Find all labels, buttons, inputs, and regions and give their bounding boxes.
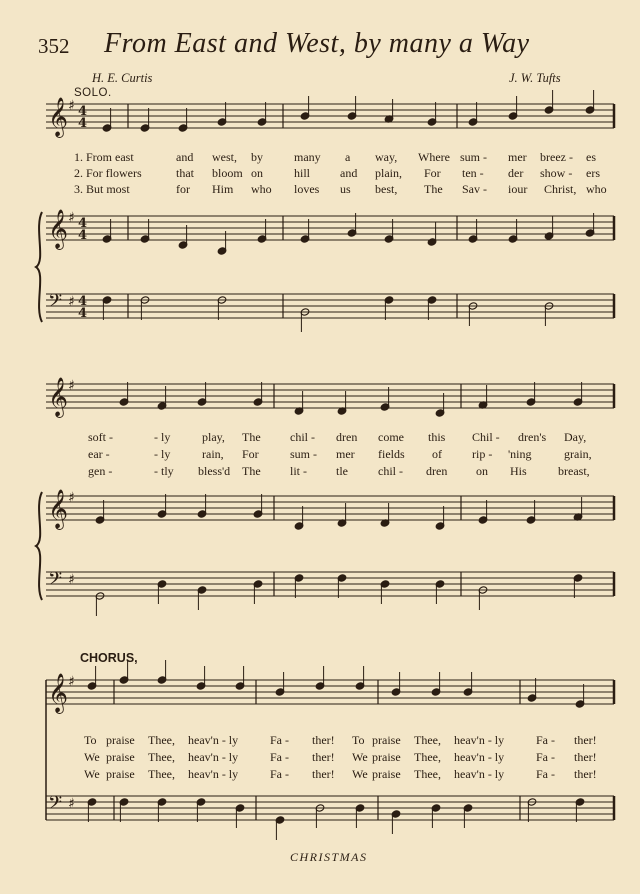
lyric-syllable: a	[345, 150, 351, 164]
lyric-syllable: lit -	[290, 464, 307, 478]
lyric-syllable: play,	[202, 430, 225, 444]
lyric-syllable: dren's	[518, 430, 547, 444]
lyric-syllable: best,	[375, 182, 398, 196]
tune-name-footer: CHRISTMAS	[290, 850, 368, 864]
lyric-syllable: Thee,	[148, 733, 175, 747]
lyric-syllable: plain,	[375, 166, 402, 180]
lyric-syllable: mer	[336, 447, 355, 461]
lyric-syllable: - ly	[154, 447, 171, 461]
key-signature-sharp: ♯	[68, 378, 75, 394]
lyric-syllable: for	[176, 182, 190, 196]
lyric-syllable: Fa -	[536, 767, 555, 781]
key-signature-sharp: ♯	[68, 796, 75, 812]
lyric-syllable: loves	[294, 182, 320, 196]
lyric-syllable: fields	[378, 447, 405, 461]
key-signature-sharp: ♯	[68, 98, 75, 114]
lyric-syllable: heav'n - ly	[188, 733, 239, 747]
lyric-syllable: ther!	[574, 733, 597, 747]
system-brace	[36, 212, 42, 322]
lyric-syllable: ther!	[312, 767, 335, 781]
lyric-syllable: heav'n - ly	[454, 750, 505, 764]
key-signature-sharp: ♯	[68, 572, 75, 588]
lyric-syllable: sum -	[460, 150, 487, 164]
lyric-syllable: His	[510, 464, 527, 478]
lyric-syllable: praise	[106, 767, 135, 781]
lyric-syllable: many	[294, 150, 321, 164]
lyric-syllable: ear -	[88, 447, 110, 461]
key-signature-sharp: ♯	[68, 674, 75, 690]
lyric-syllable: dren	[426, 464, 448, 478]
time-signature-top: 4	[78, 216, 88, 231]
lyric-syllable: come	[378, 430, 404, 444]
lyric-syllable: Where	[418, 150, 450, 164]
lyric-syllable: that	[176, 166, 194, 180]
lyric-syllable: sum -	[290, 447, 317, 461]
system-brace	[36, 492, 42, 600]
lyric-syllable: heav'n - ly	[188, 767, 239, 781]
lyric-syllable: praise	[106, 750, 135, 764]
lyric-syllable: this	[428, 430, 446, 444]
lyric-syllable: To	[352, 733, 365, 747]
lyric-syllable: To	[84, 733, 97, 747]
lyric-syllable: rain,	[202, 447, 224, 461]
key-signature-sharp: ♯	[68, 490, 75, 506]
lyric-syllable: For	[424, 166, 441, 180]
lyric-syllable: We	[84, 750, 100, 764]
lyric-syllable: iour	[508, 182, 528, 196]
lyric-syllable: praise	[372, 733, 401, 747]
time-signature-top: 4	[78, 294, 88, 309]
lyric-syllable: Fa -	[270, 750, 289, 764]
lyric-syllable: The	[242, 464, 261, 478]
lyric-syllable: gen -	[88, 464, 113, 478]
lyric-syllable: ther!	[312, 733, 335, 747]
key-signature-sharp: ♯	[68, 294, 75, 310]
lyric-syllable: heav'n - ly	[188, 750, 239, 764]
lyric-syllable: on	[251, 166, 263, 180]
treble-clef: 𝄞	[48, 673, 69, 713]
key-signature-sharp: ♯	[68, 210, 75, 226]
lyric-syllable: praise	[106, 733, 135, 747]
lyric-syllable: by	[251, 150, 263, 164]
lyric-syllable: bless'd	[198, 464, 231, 478]
lyric-syllable: Fa -	[536, 750, 555, 764]
time-signature-bottom: 4	[78, 306, 88, 321]
lyric-syllable: west,	[212, 150, 237, 164]
lyric-syllable: way,	[375, 150, 398, 164]
lyric-syllable: us	[340, 182, 351, 196]
treble-clef: 𝄞	[48, 489, 69, 529]
lyric-syllable: We	[352, 750, 368, 764]
chorus-label: CHORUS,	[80, 651, 138, 665]
lyric-syllable: 'ning	[508, 447, 532, 461]
lyric-syllable: ther!	[312, 750, 335, 764]
lyric-syllable: soft -	[88, 430, 113, 444]
lyric-syllable: hill	[294, 166, 311, 180]
bass-clef: 𝄢	[48, 291, 63, 316]
lyric-syllable: Thee,	[414, 733, 441, 747]
lyric-syllable: Fa -	[536, 733, 555, 747]
lyric-syllable: tle	[336, 464, 348, 478]
time-signature-bottom: 4	[78, 116, 88, 131]
lyric-syllable: We	[84, 767, 100, 781]
lyric-syllable: ther!	[574, 767, 597, 781]
page-number: 352	[38, 34, 70, 58]
lyric-syllable: breast,	[558, 464, 590, 478]
lyric-syllable: Fa -	[270, 733, 289, 747]
lyric-syllable: who	[586, 182, 607, 196]
lyric-syllable: chil -	[290, 430, 315, 444]
lyric-syllable: 1. From east	[74, 150, 134, 164]
lyric-syllable: chil -	[378, 464, 403, 478]
lyric-syllable: The	[424, 182, 443, 196]
lyric-syllable: and	[340, 166, 358, 180]
lyric-syllable: heav'n - ly	[454, 733, 505, 747]
lyric-syllable: Thee,	[148, 750, 175, 764]
lyric-syllable: Thee,	[414, 767, 441, 781]
treble-clef: 𝄞	[48, 209, 69, 249]
lyric-syllable: praise	[372, 750, 401, 764]
lyric-syllable: der	[508, 166, 524, 180]
lyric-syllable: rip -	[472, 447, 493, 461]
lyric-syllable: Day,	[564, 430, 587, 444]
bass-clef: 𝄢	[48, 569, 63, 594]
lyric-syllable: Sav -	[462, 182, 487, 196]
lyric-syllable: ers	[586, 166, 600, 180]
lyric-syllable: Fa -	[270, 767, 289, 781]
hymn-title: From East and West, by many a Way	[104, 28, 530, 59]
bass-clef: 𝄢	[48, 793, 63, 818]
time-signature-bottom: 4	[78, 228, 88, 243]
treble-clef: 𝄞	[48, 377, 69, 417]
treble-clef: 𝄞	[48, 97, 69, 137]
lyric-syllable: ther!	[574, 750, 597, 764]
lyricist-credit: H. E. Curtis	[92, 71, 153, 85]
lyric-syllable: ten -	[462, 166, 484, 180]
lyric-syllable: show -	[540, 166, 573, 180]
lyric-syllable: es	[586, 150, 596, 164]
lyric-syllable: 2. For flowers	[74, 166, 142, 180]
lyric-syllable: Thee,	[148, 767, 175, 781]
lyric-syllable: Christ,	[544, 182, 577, 196]
lyric-syllable: of	[432, 447, 442, 461]
lyric-syllable: on	[476, 464, 488, 478]
lyric-syllable: heav'n - ly	[454, 767, 505, 781]
lyric-syllable: We	[352, 767, 368, 781]
lyric-syllable: - ly	[154, 430, 171, 444]
lyric-syllable: Him	[212, 182, 234, 196]
lyric-syllable: bloom	[212, 166, 243, 180]
lyric-syllable: The	[242, 430, 261, 444]
composer-credit: J. W. Tufts	[509, 71, 561, 85]
lyric-syllable: For	[242, 447, 259, 461]
lyric-syllable: breez -	[540, 150, 573, 164]
lyric-syllable: 3. But most	[74, 182, 130, 196]
lyric-syllable: who	[251, 182, 272, 196]
solo-label: SOLO.	[74, 87, 112, 99]
lyric-syllable: - tly	[154, 464, 174, 478]
lyric-syllable: grain,	[564, 447, 592, 461]
time-signature-top: 4	[78, 104, 88, 119]
lyric-syllable: Thee,	[414, 750, 441, 764]
lyric-syllable: and	[176, 150, 194, 164]
lyric-syllable: Chil -	[472, 430, 500, 444]
lyric-syllable: praise	[372, 767, 401, 781]
lyric-syllable: dren	[336, 430, 358, 444]
lyric-syllable: mer	[508, 150, 527, 164]
